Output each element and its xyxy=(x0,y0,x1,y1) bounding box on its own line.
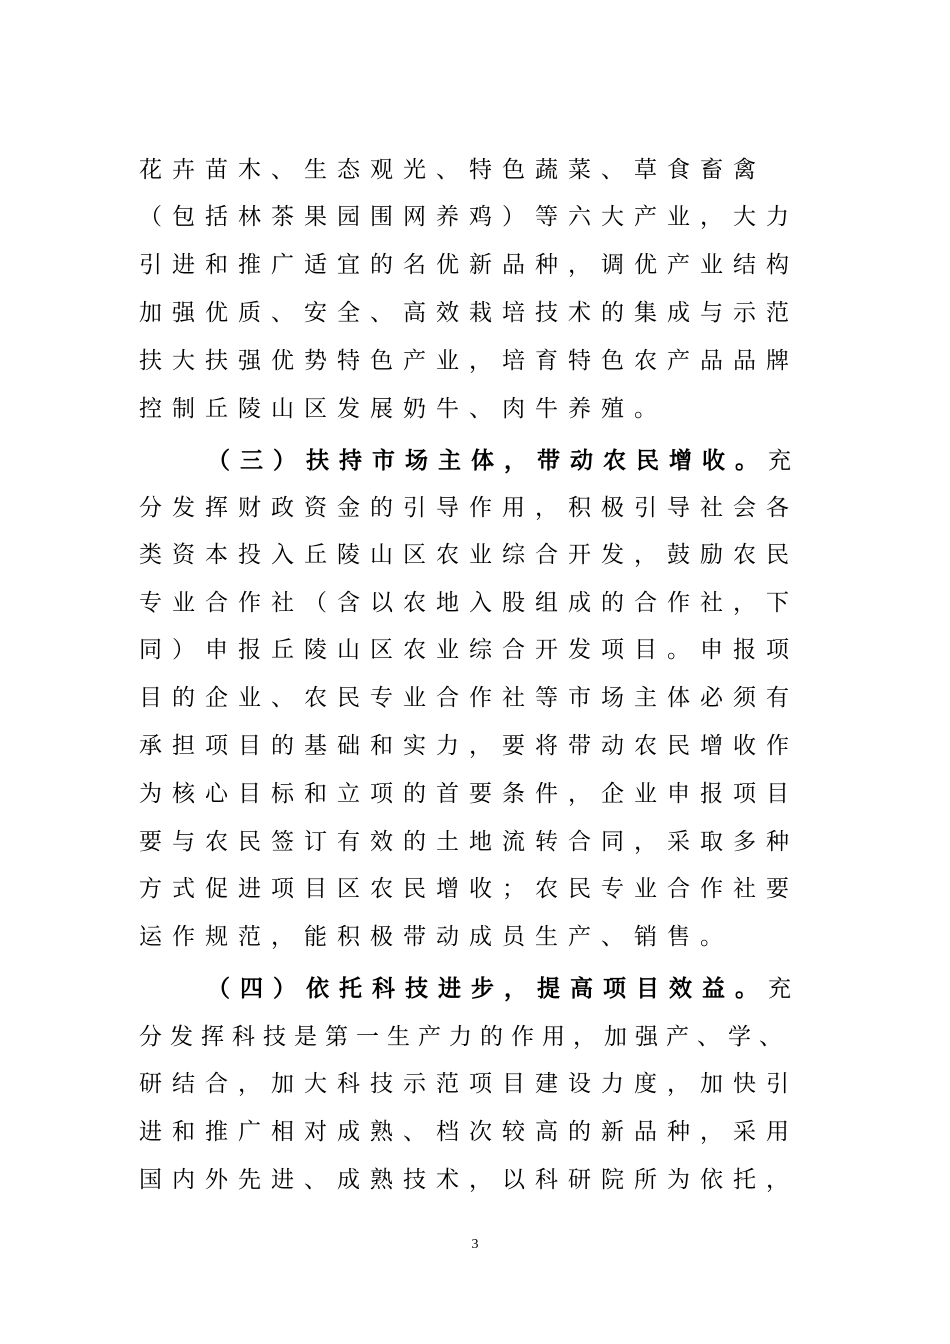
body-text-line: 引进和推广适宜的名优新品种，调优产业结构 xyxy=(139,252,799,278)
body-text-line: 专业合作社（含以农地入股组成的合作社，下 xyxy=(139,590,799,616)
body-text-line: （包括林茶果园围网养鸡）等六大产业，大力 xyxy=(139,204,799,230)
body-text-line: 目的企业、农民专业合作社等市场主体必须有 xyxy=(139,685,799,711)
body-text-line: 研结合，加大科技示范项目建设力度，加快引 xyxy=(139,1071,799,1097)
body-text-line: 国内外先进、成熟技术，以科研院所为依托， xyxy=(139,1167,799,1193)
body-text-line: 承担项目的基础和实力，要将带动农民增收作 xyxy=(139,733,799,759)
section-3-first-line xyxy=(207,441,829,481)
body-text-line: 要与农民签订有效的土地流转合同，采取多种 xyxy=(139,829,799,855)
body-text-line: 运作规范，能积极带动成员生产、销售。 xyxy=(139,924,733,950)
section-3-heading-tail: 充 xyxy=(768,448,801,474)
section-3-heading: （三）扶持市场主体，带动农民增收。 xyxy=(207,447,768,474)
body-text-line: 扶大扶强优势特色产业，培育特色农产品品牌 xyxy=(139,348,799,374)
page-number: 3 xyxy=(471,1237,479,1252)
section-4-heading-tail: 充 xyxy=(768,976,801,1002)
body-text-line: 花卉苗木、生态观光、特色蔬菜、草食畜禽 xyxy=(139,157,766,183)
body-text-line: 加强优质、安全、高效栽培技术的集成与示范 xyxy=(139,300,799,326)
body-text-line: 分发挥财政资金的引导作用，积极引导社会各 xyxy=(139,495,799,521)
body-text-line: 方式促进项目区农民增收；农民专业合作社要 xyxy=(139,876,799,902)
body-text-line: 同）申报丘陵山区农业综合开发项目。申报项 xyxy=(139,637,799,663)
section-4-first-line xyxy=(207,969,829,1009)
body-text-line: 控制丘陵山区发展奶牛、肉牛养殖。 xyxy=(139,396,667,422)
body-text-line: 为核心目标和立项的首要条件，企业申报项目 xyxy=(139,781,799,807)
body-text-line: 进和推广相对成熟、档次较高的新品种，采用 xyxy=(139,1119,799,1145)
body-text-line: 分发挥科技是第一生产力的作用，加强产、学、 xyxy=(139,1024,790,1050)
section-4-heading: （四）依托科技进步，提高项目效益。 xyxy=(207,975,768,1002)
body-text-line: 类资本投入丘陵山区农业综合开发，鼓励农民 xyxy=(139,542,799,568)
